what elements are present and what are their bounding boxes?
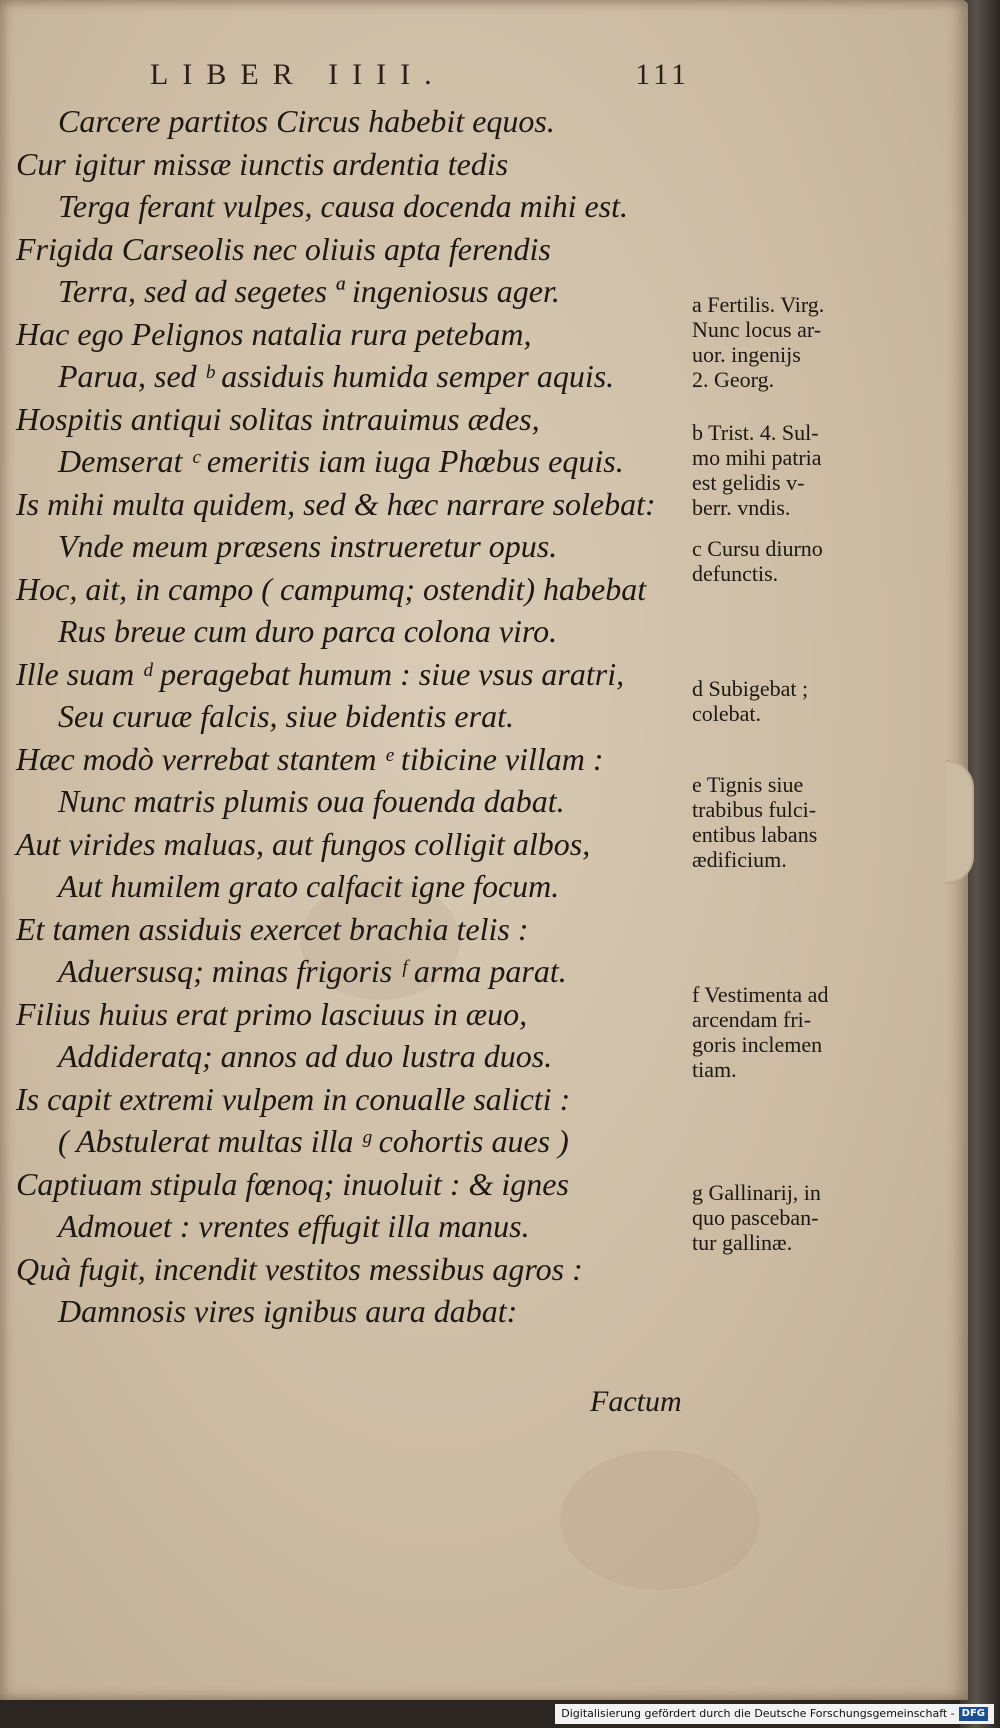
margin-note [692, 536, 892, 586]
verse-line: ( Abstulerat multas illa ᵍ cohortis aues ) [58, 1123, 569, 1159]
verse-line: Seu curuæ falcis, siue bidentis erat. [58, 698, 514, 734]
running-title: LIBER IIII. [150, 58, 446, 91]
catchword: Factum [590, 1385, 682, 1418]
margin-note-line: berr. vndis. [692, 495, 791, 520]
margin-note-line: quo pasceban- [692, 1205, 819, 1230]
margin-note-line: tur gallinæ. [692, 1230, 793, 1255]
margin-note-line: goris inclemen [692, 1032, 823, 1057]
verse-column [16, 100, 696, 1333]
margin-note-line: a Fertilis. Virg. [692, 292, 825, 317]
margin-note [692, 982, 892, 1082]
margin-note [692, 1180, 892, 1255]
verse-line: Parua, sed ᵇ assiduis humida semper aquis. [58, 358, 615, 394]
margin-note-line: defunctis. [692, 561, 779, 586]
margin-note-line: f Vestimenta ad [692, 982, 829, 1007]
verse-line: Addideratq; annos ad duo lustra duos. [58, 1038, 553, 1074]
margin-note-line: mo mihi patria [692, 445, 822, 470]
margin-note-line: Nunc locus ar- [692, 317, 822, 342]
verse-line: Hæc modò verrebat stantem ᵉ tibicine villam : [16, 740, 604, 777]
margin-note-line: uor. ingenijs [692, 342, 801, 367]
verse-line: Demserat ᶜ emeritis iam iuga Phœbus equis. [58, 443, 624, 479]
margin-note-line: arcendam fri- [692, 1007, 812, 1032]
margin-note [692, 292, 892, 392]
verse-line: Ille suam ᵈ peragebat humum : siue vsus aratri, [16, 655, 625, 692]
verse-line: Is mihi multa quidem, sed & hæc narrare solebat: [16, 485, 656, 522]
margin-note-line: b Trist. 4. Sul- [692, 420, 819, 445]
margin-note-line: tiam. [692, 1057, 737, 1082]
margin-note-line: e Tignis siue [692, 772, 804, 797]
verse-line: Aduersusq; minas frigoris ᶠ arma parat. [58, 953, 567, 989]
page-tab [946, 760, 974, 884]
verse-line: Aut humilem grato calfacit igne focum. [58, 868, 560, 904]
verse-line: Nunc matris plumis oua fouenda dabat. [58, 783, 565, 819]
verse-line: Captiuam stipula fœnoq; inuoluit : & ignes [16, 1165, 569, 1202]
verse-line: Quà fugit, incendit vestitos messibus agros : [16, 1250, 583, 1287]
margin-note-line: entibus labans [692, 822, 818, 847]
page-number: 111 [635, 58, 690, 91]
margin-note [692, 772, 892, 872]
margin-note-line: trabibus fulci- [692, 797, 817, 822]
margin-note-line: d Subigebat ; [692, 676, 809, 701]
margin-note-line: ædificium. [692, 847, 787, 872]
verse-line: Rus breue cum duro parca colona viro. [58, 613, 558, 649]
margin-note [692, 420, 892, 520]
verse-line: Terra, sed ad segetes ª ingeniosus ager. [58, 273, 560, 309]
verse-line: Frigida Carseolis nec oliuis apta ferendis [16, 230, 551, 267]
margin-note-line: c Cursu diurno [692, 536, 823, 561]
verse-line: Vnde meum præsens instrueretur opus. [58, 528, 558, 564]
verse-line: Hospitis antiqui solitas intrauimus ædes, [16, 400, 540, 437]
dfg-logo: DFG [959, 1707, 988, 1721]
footer-text: Digitalisierung gefördert durch die Deutsche Forschungsgemeinschaft - [561, 1707, 955, 1720]
verse-line: Aut virides maluas, aut fungos colligit albos, [16, 825, 591, 862]
verse-line: Hoc, ait, in campo ( campumq; ostendit) habebat [16, 570, 647, 607]
verse-line: Hac ego Pelignos natalia rura petebam, [16, 315, 532, 352]
margin-note-line: 2. Georg. [692, 367, 775, 392]
margin-note [692, 676, 892, 726]
verse-line: Carcere partitos Circus habebit equos. [58, 103, 555, 139]
verse-line: Cur igitur missæ iunctis ardentia tedis [16, 145, 509, 182]
verse-line: Is capit extremi vulpem in conualle salicti : [16, 1080, 571, 1117]
margin-note-line: g Gallinarij, in [692, 1180, 821, 1205]
verse-line: Terga ferant vulpes, causa docenda mihi est. [58, 188, 629, 224]
paper-stain [560, 1450, 760, 1590]
margin-note-line: est gelidis v- [692, 470, 805, 495]
verse-line: Et tamen assiduis exercet brachia telis : [16, 910, 529, 947]
verse-line: Filius huius erat primo lasciuus in æuo, [16, 995, 528, 1032]
page-header [150, 58, 690, 98]
digitization-footer [555, 1704, 994, 1724]
margin-note-line: colebat. [692, 701, 762, 726]
verse-line: Damnosis vires ignibus aura dabat: [58, 1293, 518, 1329]
verse-line: Admouet : vrentes effugit illa manus. [58, 1208, 530, 1244]
